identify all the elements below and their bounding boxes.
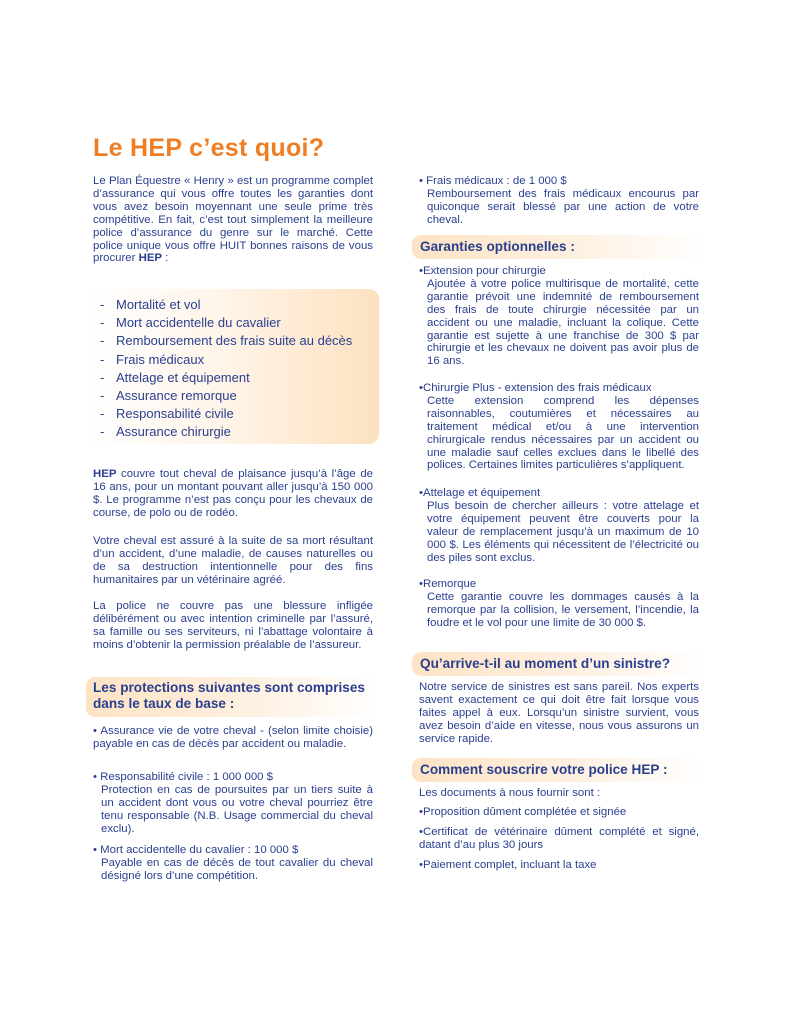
optional-item-2 [419, 382, 699, 472]
base-item-body: Protection en cas de poursuites par un tiers suite à un accident dont vous ou votre cheval pourriez être tenu responsable (N.B. Usage commercial du cheval exclu). [101, 783, 373, 835]
subscribe-doc-item: •Paiement complet, incluant la taxe [419, 859, 597, 871]
subscribe-heading: Comment souscrire votre police HEP : [412, 758, 705, 782]
intro-tail: : [162, 252, 169, 265]
claims-body: Notre service de sinistres est sans pareil. Nos experts savent exactement ce qui doit être fait lorsque vous faites appel à eux. Lorsqu’un sinistre survient, vous avez besoin d’aide en vitesse, nous vous assurons un service rapide. [419, 681, 699, 745]
claims-heading: Qu’arrive-t-il au moment d’un sinistre? [412, 652, 705, 676]
optional-item-title: •Extension pour chirurgie [419, 265, 546, 277]
list-item: - Assurance chirurgie [100, 423, 352, 441]
optional-item-4 [419, 578, 699, 630]
base-item-title: • Responsabilité civile : 1 000 000 $ [93, 771, 274, 783]
list-item: - Frais médicaux [100, 351, 352, 369]
optional-item-1 [419, 265, 699, 368]
base-item-1 [93, 725, 373, 751]
subscribe-doc-item: •Certificat de vétérinaire dûment complété et signé, datant d’au plus 30 jours [419, 826, 699, 851]
subscribe-doc-item: •Proposition dûment complétée et signée [419, 806, 627, 818]
base-item-2 [93, 771, 373, 836]
optional-item-body: Cette garantie couvre les dommages causés à la remorque par la collision, le versement, l’incendie, la foudre et le vol pour une limite de 30 000 $. [427, 590, 699, 629]
optional-item-3 [419, 487, 699, 564]
coverage-paragraph-3: La police ne couvre pas une blessure infligée délibérément ou avec intention criminelle par l’assuré, sa famille ou ses serviteurs, ni l’abattage volontaire à moins d’obtenir la permission préalable de l’assureur. [93, 600, 373, 651]
list-item: - Responsabilité civile [100, 405, 352, 423]
coverage-text-1: couvre tout cheval de plaisance jusqu’à l’âge de 16 ans, pour un montant pouvant aller jusqu’à 150 000 $. Le programme n’est pas conçu pour les chevaux de course, de polo ou de rodéo. [93, 468, 373, 519]
intro-brand: HEP [138, 252, 163, 265]
list-item: - Attelage et équipement [100, 369, 352, 387]
list-item: - Remboursement des frais suite au décès [100, 332, 352, 350]
optional-item-body: Plus besoin de chercher ailleurs : votre attelage et votre équipement peuvent être couverts pour la valeur de remplacement jusqu’à un maximum de 10 000 $. Les éléments qui nécessitent de l’électricité ou des piles sont exclus. [427, 499, 699, 564]
intro-paragraph [93, 175, 373, 265]
base-protections-heading [86, 677, 378, 717]
optional-item-title: •Attelage et équipement [419, 487, 541, 499]
coverage-paragraph-1 [93, 468, 373, 520]
medical-body: Remboursement des frais médicaux encourus par quiconque serait blessé par une action de votre cheval. [427, 187, 699, 226]
optional-item-body: Cette extension comprend les dépenses raisonnables, coutumières et nécessaires au traitement médical et/ou à une intervention chirurgicale rendus nécessaires par un accident ou une maladie sauf celles exclues dans le libellé des polices. Certaines limites particulières s’appliquent. [427, 394, 699, 472]
base-heading-line-1: Les protections suivantes sont comprises [93, 680, 365, 695]
optional-item-title: •Chirurgie Plus - extension des frais médicaux [419, 382, 652, 394]
subscribe-docs-label: Les documents à nous fournir sont : [419, 787, 601, 799]
medical-item [419, 175, 699, 227]
coverage-paragraph-2: Votre cheval est assuré à la suite de sa mort résultant d’un accident, d’une maladie, de causes naturelles ou de sa destruction intentionnelle pour des fins humanitaires par un vétérinaire agréé. [93, 535, 373, 586]
optional-heading: Garanties optionnelles : [412, 235, 705, 259]
list-item: - Mort accidentelle du cavalier [100, 314, 352, 332]
list-item: - Assurance remorque [100, 387, 352, 405]
base-item-3 [93, 844, 373, 883]
reasons-list [100, 296, 352, 442]
list-item: - Mortalité et vol [100, 296, 352, 314]
optional-item-title: •Remorque [419, 578, 477, 590]
base-item-suffix: - (selon limite choisie) payable en cas de décès par accident ou maladie. [93, 725, 373, 750]
medical-title: • Frais médicaux : de 1 000 $ [419, 175, 567, 187]
optional-item-body: Ajoutée à votre police multirisque de mortalité, cette garantie prévoit une indemnité de remboursement des frais de toute chirurgie nécessitée par un accident ou une maladie, incluant la colique. Cette garantie est sujette à une franchise de 300 $ par chirurgie et les chevaux ne doivent pas avoir plus de 16 ans. [427, 277, 699, 368]
base-item-body: Payable en cas de décès de tout cavalier du cheval désigné lors d’une compétition. [101, 856, 373, 882]
base-item-title: • Mort accidentelle du cavalier : 10 000 $ [93, 844, 299, 856]
intro-lead: Le Plan Équestre « Henry » est un programme complet d’assurance qui vous offre toutes les garanties dont vous avez besoin moyennant une seule prime très compétitive. En fait, c’est tout simplement la meilleure police d’assurance du genre sur le marché. Cette police unique vous offre HUIT bonnes raisons de vous procurer [93, 175, 373, 265]
base-item-title: • Assurance vie de votre cheval [93, 725, 257, 737]
page-title: Le HEP c’est quoi? [93, 134, 325, 162]
base-heading-line-2: dans le taux de base : [93, 696, 235, 711]
coverage-brand: HEP [93, 468, 117, 480]
